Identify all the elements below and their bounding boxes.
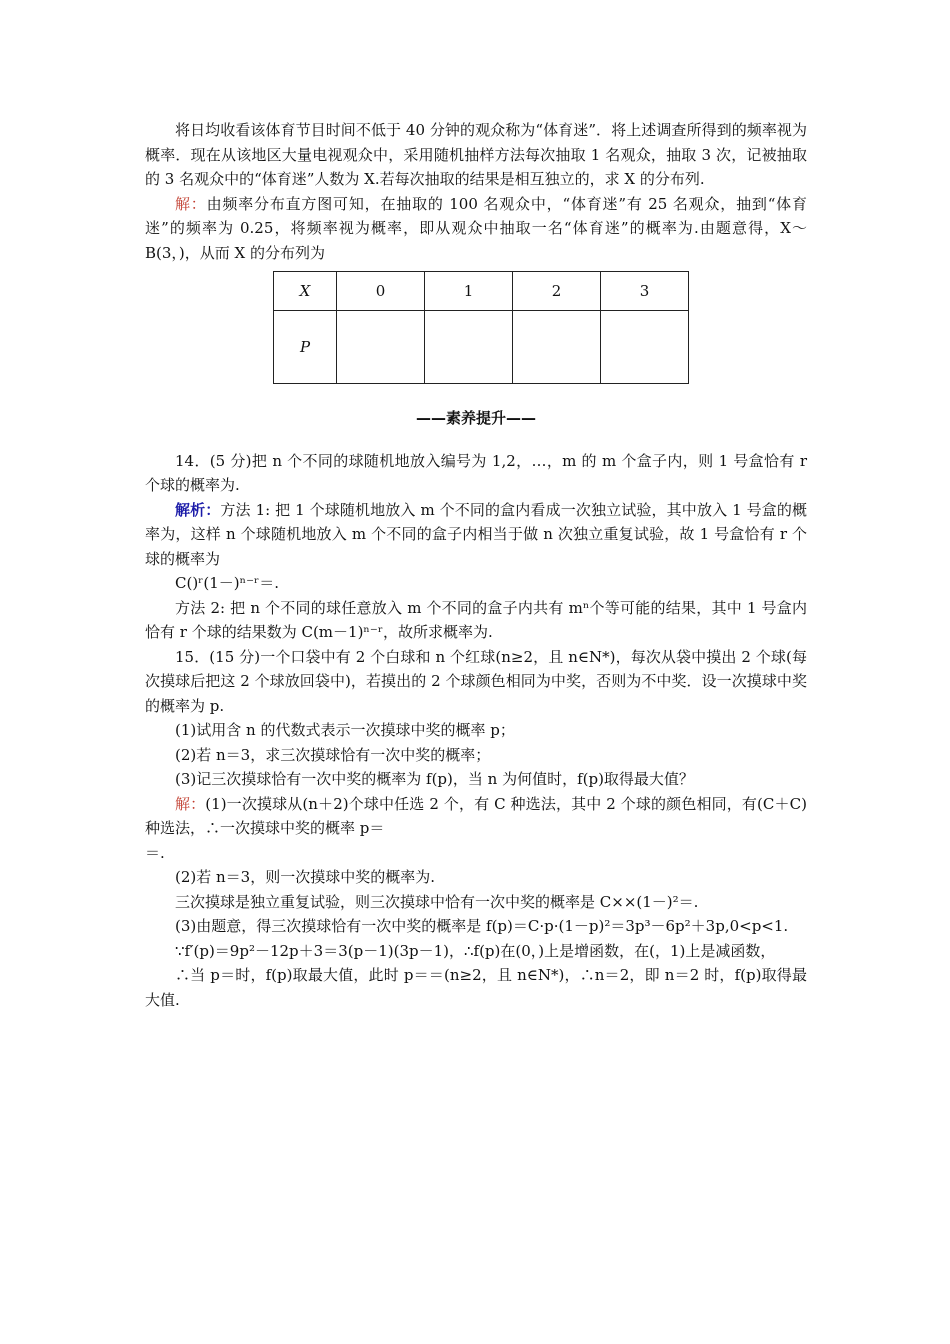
table-cell: 3 <box>601 272 689 311</box>
solution-label: 解析： <box>175 500 221 519</box>
distribution-table <box>273 271 689 384</box>
solution-15-part1b: ＝. <box>145 843 165 862</box>
table-cell: 2 <box>513 272 601 311</box>
solution-14-method2: 方法 2: 把 n 个不同的球任意放入 m 个不同的盒子内共有 mⁿ个等可能的结果，其中 1 号盒内恰有 r 个球的结果数为 C(m－1)ⁿ⁻ʳ，故所求概率为. <box>145 598 807 641</box>
solution-14-text: 方法 1: 把 1 个球随机地放入 m 个不同的盒内看成一次独立试验，其中放入 1 号盒的概率为，这样 n 个球随机地放入 m 个不同的盒子内相当于做 n 次独立重复试验，故 1 号盒恰有 r 个球的概率为 <box>145 500 807 568</box>
solution-15-part3c: ∴当 p＝时，f(p)取最大值，此时 p＝＝(n≥2，且 n∈N*)，∴n＝2，即 n＝2 时，f(p)取得最大值. <box>145 966 807 1009</box>
table-cell: X <box>274 272 337 311</box>
solution-13 <box>145 192 807 266</box>
solution-15-part3b: ∵f′(p)＝9p²－12p＋3＝3(p－1)(3p－1)，∴f(p)在(0，)上是增函数，在(，1)上是减函数， <box>175 941 776 960</box>
table-cell <box>425 311 513 384</box>
table-row <box>274 311 689 384</box>
solution-15-part2b: 三次摸球是独立重复试验，则三次摸球中恰有一次中奖的概率是 C××(1－)²＝. <box>175 892 699 911</box>
solution-13-text: 由频率分布直方图可知，在抽取的 100 名观众中，“体育迷”有 25 名观众，抽到“体育迷”的频率为 0.25，将频率视为概率，即从观众中抽取一名“体育迷”的概率为.由题意得，X～B(3，)，从而 X 的分布列为 <box>145 194 807 262</box>
table-row <box>274 272 689 311</box>
table-cell <box>601 311 689 384</box>
problem-14-text: 14．(5 分)把 n 个不同的球随机地放入编号为 1,2，…，m 的 m 个盒子内，则 1 号盒恰有 r 个球的概率为. <box>145 451 807 494</box>
problem-15-part2: (2)若 n＝3，求三次摸球恰有一次中奖的概率； <box>175 745 491 764</box>
table-cell <box>513 311 601 384</box>
section-title: ——素养提升—— <box>415 409 536 427</box>
problem-13-text: 将日均收看该体育节目时间不低于 40 分钟的观众称为“体育迷”．将上述调查所得到的频率视为概率．现在从该地区大量电视观众中，采用随机抽样方法每次抽取 1 名观众，抽取 3 次，记被抽取的 3 名观众中的“体育迷”人数为 X.若每次抽取的结果是相互独立的，求 X 的分布列. <box>145 121 807 188</box>
table-cell: P <box>274 311 337 384</box>
solution-label: 解： <box>175 794 206 813</box>
solution-14 <box>145 498 807 572</box>
problem-15-part3: (3)记三次摸球恰有一次中奖的概率为 f(p)，当 n 为何值时，f(p)取得最大值？ <box>175 770 694 788</box>
table-cell <box>337 311 425 384</box>
table-cell: 1 <box>425 272 513 311</box>
problem-15-part1: (1)试用含 n 的代数式表示一次摸球中奖的概率 p； <box>175 721 515 739</box>
problem-15-text: 15．(15 分)一个口袋中有 2 个白球和 n 个红球(n≥2，且 n∈N*)，每次从袋中摸出 2 个球(每次摸球后把这 2 个球放回袋中)，若摸出的 2 个球颜色相同为中奖，否则为不中奖．设一次摸球中奖的概率为 p. <box>145 647 807 715</box>
solution-15-part1 <box>145 792 807 841</box>
document-page <box>145 118 807 1012</box>
solution-14-formula: C()ʳ(1－)ⁿ⁻ʳ＝. <box>175 574 280 592</box>
solution-label: 解： <box>175 194 207 213</box>
solution-15-part1-text: (1)一次摸球从(n＋2)个球中任选 2 个，有 C 种选法，其中 2 个球的颜色相同，有(C＋C)种选法，∴一次摸球中奖的概率 p＝ <box>145 794 807 837</box>
table-cell: 0 <box>337 272 425 311</box>
solution-15-part2: (2)若 n＝3，则一次摸球中奖的概率为. <box>175 868 435 886</box>
solution-15-part3: (3)由题意，得三次摸球恰有一次中奖的概率是 f(p)＝C·p·(1－p)²＝3p³－6p²＋3p,0<p<1. <box>175 917 789 935</box>
